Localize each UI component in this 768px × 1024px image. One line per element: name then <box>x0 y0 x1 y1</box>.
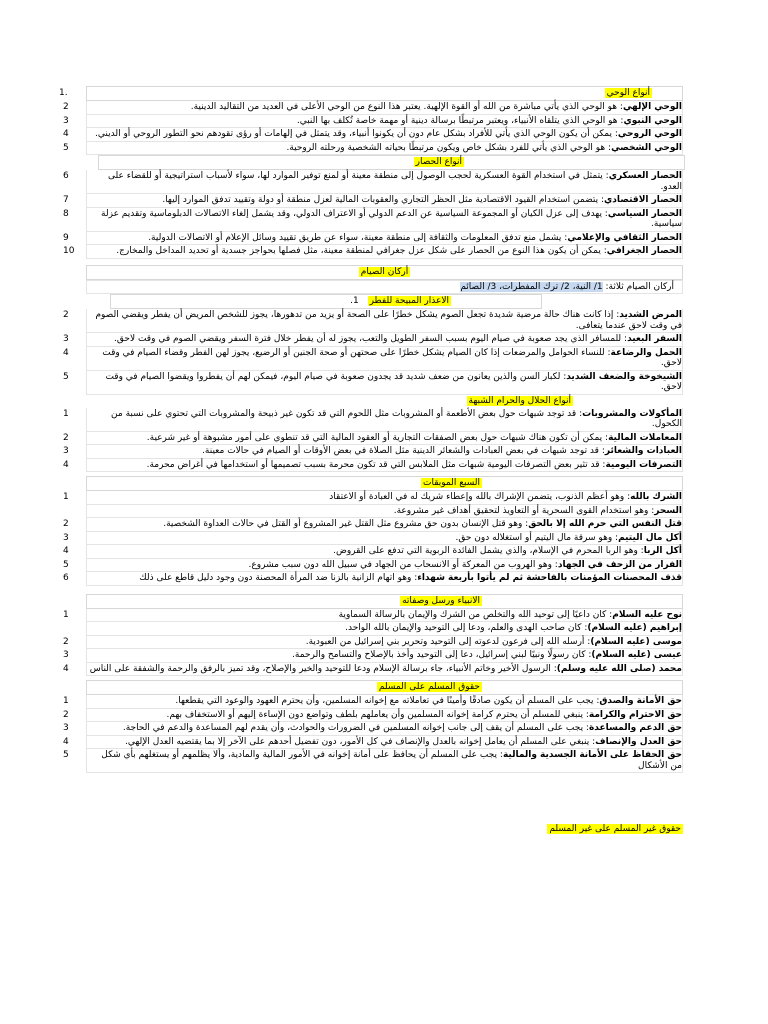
item-number: 2 <box>63 102 69 112</box>
item-description: : إذا كانت هناك حالة مرضية شديدة تجعل الصوم يشكل خطرًا على الصحة أو يزيد من تدهورها، يجوز للشخص المريض أن يفطر ويقضي الصوم في وقت لاحق عندما يتعافى. <box>95 310 682 331</box>
item-description: : للنساء الحوامل والمرضعات إذا كان الصيام يشكل خطرًا على صحتهن أو صحة الجنين أو الرضيع، يجوز لهن الفطر وقضاء الصيام في وقت لاحق. <box>102 347 682 368</box>
item-description: : يتضمن استخدام القيود الاقتصادية مثل الحظر التجاري والعقوبات المالية لعزل منطقة أو دولة وتقييد تدفق الموارد إليها. <box>162 195 605 205</box>
item-text <box>162 195 682 205</box>
item-term: محمد (صلى الله عليه وسلم) <box>556 663 682 674</box>
item-text <box>175 696 682 706</box>
item-description: : لكبار السن والذين يعانون من ضعف شديد قد يجدون صعوبة في صيام اليوم، فيمكن لهم أن يفطروا ويقضوا الصيام في وقت لاحق. <box>105 371 682 392</box>
section-header <box>86 680 683 695</box>
item-number: 3 <box>63 115 69 126</box>
item-term: التصرفات اليومية <box>605 459 682 470</box>
item-term: الفرار من الزحف في الجهاد <box>557 559 682 570</box>
item-description: : هو الوحي الذي يأتي مباشرة من الله أو القوة الإلهية. يعتبر هذا النوع من الوحي الأعلى في العديد من التقاليد الدينية. <box>190 102 623 112</box>
item-number: 1 <box>63 696 69 706</box>
item-term: قتل النفس التي حرم الله إلا بالحق <box>528 519 682 529</box>
item-term: حق الحفاظ على الأمانة الجسدية والمالية <box>502 750 682 760</box>
list-item <box>63 445 683 459</box>
list-item <box>63 459 683 473</box>
item-description: : يجب على المسلم أن يحافظ على أمانة إخوانه في الأمور المالية والمادية، وألا يظلمهم أو يستغلهم بأي شكل من الأشكال <box>101 750 682 771</box>
item-description: : للمسافر الذي يجد صعوبة في صيام اليوم بسبب السفر الطويل والتعب، يجوز له أن يفطر خلال فترة السفر ويقضي الصوم في وقت لاحق. <box>114 334 628 344</box>
list-item <box>63 208 683 232</box>
item-term: المعاملات المالية <box>608 432 682 443</box>
list-item <box>86 622 683 636</box>
item-text <box>147 460 682 470</box>
list-item <box>63 245 683 259</box>
list-item <box>63 663 683 677</box>
item-description: : قد تثير بعض التصرفات اليومية شبهات مثل الملابس التي قد تكون محرمة بسبب تصميمها أو استخدامها في أغراض محرمة. <box>146 459 606 470</box>
item-number: 1 <box>63 492 69 502</box>
item-text <box>116 246 682 256</box>
item-term: الحصار الجغرافي <box>606 246 682 256</box>
item-description: : يمكن أن يكون هذا النوع من الحصار على شكل عزل جغرافي لمنطقة معينة، مثل فصلها بحواجز جسدية أو تحديد المداخل والمخارج. <box>116 246 607 256</box>
section-header <box>59 86 683 101</box>
list-item <box>63 695 683 709</box>
item-term: الحصار السياسي <box>607 208 682 219</box>
item-term: حق الأمانة والصدق <box>599 696 682 706</box>
item-number: 2 <box>63 432 69 443</box>
document-page <box>59 86 683 836</box>
item-number: 2 <box>63 310 69 320</box>
item-description: : وهو قتل الإنسان بدون حق مشروع مثل القتل غير المشروع أو القتل في حالات العداوة الشخصية. <box>163 519 529 529</box>
item-term: نوح عليه السلام <box>612 609 682 620</box>
item-number: 4 <box>63 347 69 358</box>
item-text <box>202 446 682 456</box>
item-number: 5 <box>63 142 69 153</box>
item-number: 6 <box>63 573 69 583</box>
section-title: أركان الصيام <box>360 266 409 277</box>
item-description: : هو الوحي الذي يأتي للفرد بشكل خاص ويكون مرتبطًا بحياته الشخصية ورحلته الروحية. <box>286 142 612 153</box>
item-term: الوحي الروحي <box>617 129 682 139</box>
item-term: أكل الربا <box>643 546 682 556</box>
item-term: حق الاحترام والكرامة <box>588 709 682 720</box>
list-item <box>63 736 683 750</box>
item-description: : يتمثل في استخدام القوة العسكرية لحجب الوصول إلى منطقة معينة أو لمنع توفير الموارد لها، سواء لأسباب استراتيجية أو للقضاء على العدو. <box>108 171 682 192</box>
item-text <box>306 637 682 647</box>
list-item <box>63 749 683 773</box>
item-number: 1 <box>63 609 69 620</box>
item-term: الحمل والرضاعة <box>610 347 682 358</box>
item-number: 8 <box>63 208 69 219</box>
item-description: : وهو استخدام القوى السحرية أو التعاويذ لتحقيق أهداف غير مشروعة. <box>393 505 655 516</box>
list-item <box>63 559 683 573</box>
item-term: موسى (عليه السلام) <box>590 636 682 647</box>
item-term: إبراهيم (عليه السلام) <box>587 623 682 633</box>
item-text <box>249 560 682 570</box>
item-term: السفر البعيد <box>627 334 682 344</box>
item-term: السحر <box>654 505 682 516</box>
list-item <box>63 333 683 347</box>
section-header <box>86 823 683 836</box>
item-text <box>345 623 682 633</box>
item-term: الوحي الشخصي <box>611 142 682 153</box>
item-term: المأكولات والمشروبات <box>582 408 682 419</box>
item-description: : الرسول الأخير وخاتم الأنبياء، جاء برسالة الإسلام ودعا للتوحيد والخير والإصلاح، وقد تميز بالرفق والرحمة والشفقة على الناس <box>89 663 557 674</box>
item-description: : هو الوحي الذي يتلقاه الأنبياء، ويعتبر مرتبطًا برسالة دينية أو مهمة خاصة تُكلف بها النبي. <box>296 115 624 126</box>
section-halal-haram <box>63 395 683 473</box>
item-number: 4 <box>63 459 69 470</box>
item-text <box>95 310 682 331</box>
item-description: : ينبغي للمسلم أن يحترم كرامة إخوانه المسلمين وأن يعاملهم بلطف وتواضع دون الإساءة إليهم أو الاستخفاف بهم. <box>166 709 589 720</box>
item-text <box>163 519 682 529</box>
item-text <box>105 372 682 393</box>
item-description: : كان رسولًا ونبيًا لبني إسرائيل، دعا إلى التوحيد وأخذ بالإصلاح والتسامح والرحمة. <box>292 650 592 660</box>
item-text <box>123 723 682 733</box>
item-description: : يشمل منع تدفق المعلومات والثقافة إلى منطقة معينة، سواء عن طريق تقييد وسائل الإعلام أو الاتصالات الدولية. <box>148 232 568 243</box>
item-description: : كان داعيًا إلى توحيد الله والتخلص من الشرك والإيمان بالرسالة السماوية <box>338 609 613 620</box>
item-text <box>329 492 682 502</box>
item-number: 2 <box>63 709 69 720</box>
item-description: : كان صاحب الهدى والعلم، ودعا إلى التوحيد والإيمان بالله الواحد. <box>345 623 588 633</box>
item-text <box>333 546 682 556</box>
item-description: : وهو الهروب من المعركة أو الانسحاب من الجهاد في سبيل الله دون سبب مشروع. <box>248 559 558 570</box>
fasting-pillars-line <box>86 280 683 295</box>
section-header <box>86 594 683 609</box>
item-description: : وهو أعظم الذنوب، يتضمن الإشراك بالله وإعطاء شريك له في العبادة أو الاعتقاد <box>329 492 631 502</box>
section-title: السبع الموبقات <box>422 478 480 488</box>
section-revelation-types <box>59 86 683 155</box>
item-text <box>139 573 682 583</box>
section-siege-types <box>63 155 683 259</box>
list-item <box>63 232 683 246</box>
section-title: أنواع الوحي <box>606 88 650 98</box>
item-number: 4 <box>63 736 69 747</box>
item-description: : قد توجد شبهات في بعض العبادات والشعائر الدينية مثل الصلاة في بعض الأوقات أو الصيام في حالات معينة. <box>202 446 605 456</box>
section-header <box>86 265 683 280</box>
item-description: : يجب على المسلم أن يكون صادقًا وأمينًا في تعاملاته مع إخوانه المسلمين، وأن يحترم العهود والوعود التي يقطعها. <box>175 696 600 706</box>
item-text <box>125 737 682 747</box>
pillars-list: 1/ النية، 2/ ترك المفطرات، 3/ الصائم <box>460 281 603 292</box>
item-description: : يهدف إلى عزل الكيان أو المجموعة السياسية عن الدعم الدولي أو الاعتراف الدولي، وقد يشمل إلغاء الاتصالات الدبلوماسية وتقديم عزلة سياسية. <box>101 208 682 229</box>
item-term: أكل مال اليتيم <box>618 532 682 543</box>
section-header <box>86 476 683 491</box>
item-text <box>111 409 682 430</box>
item-number: 1 <box>63 408 69 419</box>
list-item <box>63 128 683 142</box>
item-text <box>101 750 682 771</box>
item-text <box>456 533 683 543</box>
item-text <box>108 171 682 192</box>
item-number: 3 <box>63 723 69 733</box>
item-text <box>339 610 682 620</box>
item-description: : قد توجد شبهات حول بعض الأطعمة أو المشروبات مثل اللحوم التي قد تكون غير ذبيحة والمشروبات التي تحتوي على نسبة من الكحول. <box>111 408 682 429</box>
section-header <box>110 294 542 309</box>
item-number: 5 <box>63 750 69 760</box>
item-text <box>90 664 682 674</box>
item-description: : وهو سرقة مال اليتيم أو استغلاله دون حق. <box>455 532 619 543</box>
item-number: 3 <box>63 446 69 456</box>
item-description: : وهو اتهام الزانية بالزنا ضد المرأة المحصنة دون وجود دليل قاطع على ذلك <box>139 573 418 583</box>
item-term: حق العدل والإنصاف <box>595 736 682 747</box>
item-number: 3 <box>63 650 69 660</box>
section-header <box>98 155 685 170</box>
item-text <box>297 116 682 126</box>
item-description: : وهو الربا المحرم في الإسلام، والذي يشمل الفائدة الربوية التي تدفع على القروض. <box>333 546 644 556</box>
item-number: 3 <box>63 334 69 344</box>
section-title: أنواع الحصار <box>415 157 462 167</box>
list-item <box>63 636 683 650</box>
item-term: قذف المحصنات المؤمنات بالفاحشة ثم لم يأتوا بأربعة شهداء <box>417 573 682 583</box>
item-number: 5 <box>63 559 69 570</box>
item-term: الوحي النبوي <box>623 115 682 126</box>
item-term: الوحي الإلهي <box>622 102 682 112</box>
section-title: حقوق غير المسلم على غير المسلم <box>549 824 681 834</box>
list-item <box>63 432 683 446</box>
pillars-prefix: أركان الصيام ثلاثة: <box>602 281 674 292</box>
list-item <box>63 408 683 432</box>
list-item <box>63 572 683 586</box>
section-number: 1. <box>59 88 68 98</box>
section-title: أنواع الحلال والحرام الشبهة <box>468 395 571 406</box>
item-text <box>394 506 682 516</box>
item-number: 3 <box>63 532 69 543</box>
item-term: العبادات والشعائر <box>604 446 682 456</box>
item-text <box>114 334 682 344</box>
list-item <box>63 518 683 532</box>
list-item <box>63 170 683 194</box>
item-term: حق الدعم والمساعدة <box>588 723 682 733</box>
item-number: 5 <box>63 371 69 382</box>
item-text <box>101 209 682 230</box>
item-term: الشرك بالله <box>630 492 682 502</box>
item-term: الحصار الثقافي والإعلامي <box>567 232 682 243</box>
section-title: الاعذار المبيحة للفطر <box>369 296 449 306</box>
section-seven-sins <box>63 476 683 586</box>
item-number: 6 <box>63 171 69 181</box>
list-item <box>63 115 683 129</box>
item-description: : يمكن أن تكون هناك شبهات حول بعض الصفقات التجارية أو العقود المالية التي قد تنطوي على أمور مشبوهة أو غير شرعية. <box>146 432 609 443</box>
list-item <box>63 371 683 395</box>
item-number: 10 <box>63 246 75 256</box>
item-description: : يمكن أن يكون الوحي الذي يأتي للأفراد بشكل عام دون أن يكونوا أنبياء، وقد يتمثل في إلهامات أو رؤى تقودهم نحو التطور الروحي أو الديني. <box>95 129 618 139</box>
item-number: 4 <box>63 663 69 674</box>
list-item <box>63 194 683 208</box>
item-number: 4 <box>63 546 69 556</box>
item-term: المرض الشديد <box>619 310 682 320</box>
item-number: 9 <box>63 232 69 243</box>
list-item <box>63 709 683 723</box>
item-description: : ينبغي على المسلم أن يعامل إخوانه بالعدل والإنصاف في كل الأمور، دون تفضيل أحدهم على الآخر إلا بما يقتضيه العدل الإلهي. <box>125 736 596 747</box>
item-text <box>292 650 682 660</box>
item-term: الحصار الاقتصادي <box>604 195 682 205</box>
item-text <box>147 433 682 443</box>
item-number: 7 <box>63 195 69 205</box>
section-fasting-excuses <box>63 294 683 395</box>
item-term: الحصار العسكري <box>608 171 682 181</box>
section-muslim-rights <box>63 680 683 773</box>
item-number: 4 <box>63 129 69 139</box>
section-prophets <box>63 594 683 677</box>
item-term: عيسى (عليه السلام) <box>591 650 682 660</box>
item-text <box>148 233 682 243</box>
section-header <box>193 395 683 408</box>
item-text <box>102 348 682 369</box>
list-item <box>63 347 683 371</box>
section-title: الانبياء ورسل وصفاته <box>402 595 480 606</box>
item-text <box>95 129 682 139</box>
list-item <box>63 142 683 156</box>
item-term: الشيخوخة والضعف الشديد <box>566 371 682 382</box>
list-item <box>63 491 683 505</box>
section-title: حقوق المسلم على المسلم <box>378 682 480 692</box>
list-item <box>63 609 683 623</box>
list-item <box>63 101 683 115</box>
item-description: : أرسله الله إلى فرعون لدعوته إلى التوحيد وتحرير بني إسرائيل من العبودية. <box>305 636 591 647</box>
list-item <box>63 545 683 559</box>
item-number: 2 <box>63 636 69 647</box>
item-text <box>166 710 682 720</box>
item-description: : يجب على المسلم أن يقف إلى جانب إخوانه المسلمين في الضرورات والحوادث، وأن يقدم لهم المساعدة والدعم في الحاجة. <box>122 723 589 733</box>
list-item <box>86 505 683 519</box>
list-item <box>63 532 683 546</box>
list-item <box>63 649 683 663</box>
list-item <box>63 309 683 333</box>
section-number: 1. <box>350 296 359 306</box>
section-non-muslim-rights <box>86 823 683 836</box>
list-item <box>63 722 683 736</box>
section-fasting-pillars <box>86 265 683 295</box>
item-number: 2 <box>63 519 69 529</box>
item-text <box>286 143 682 153</box>
item-text <box>191 102 682 112</box>
